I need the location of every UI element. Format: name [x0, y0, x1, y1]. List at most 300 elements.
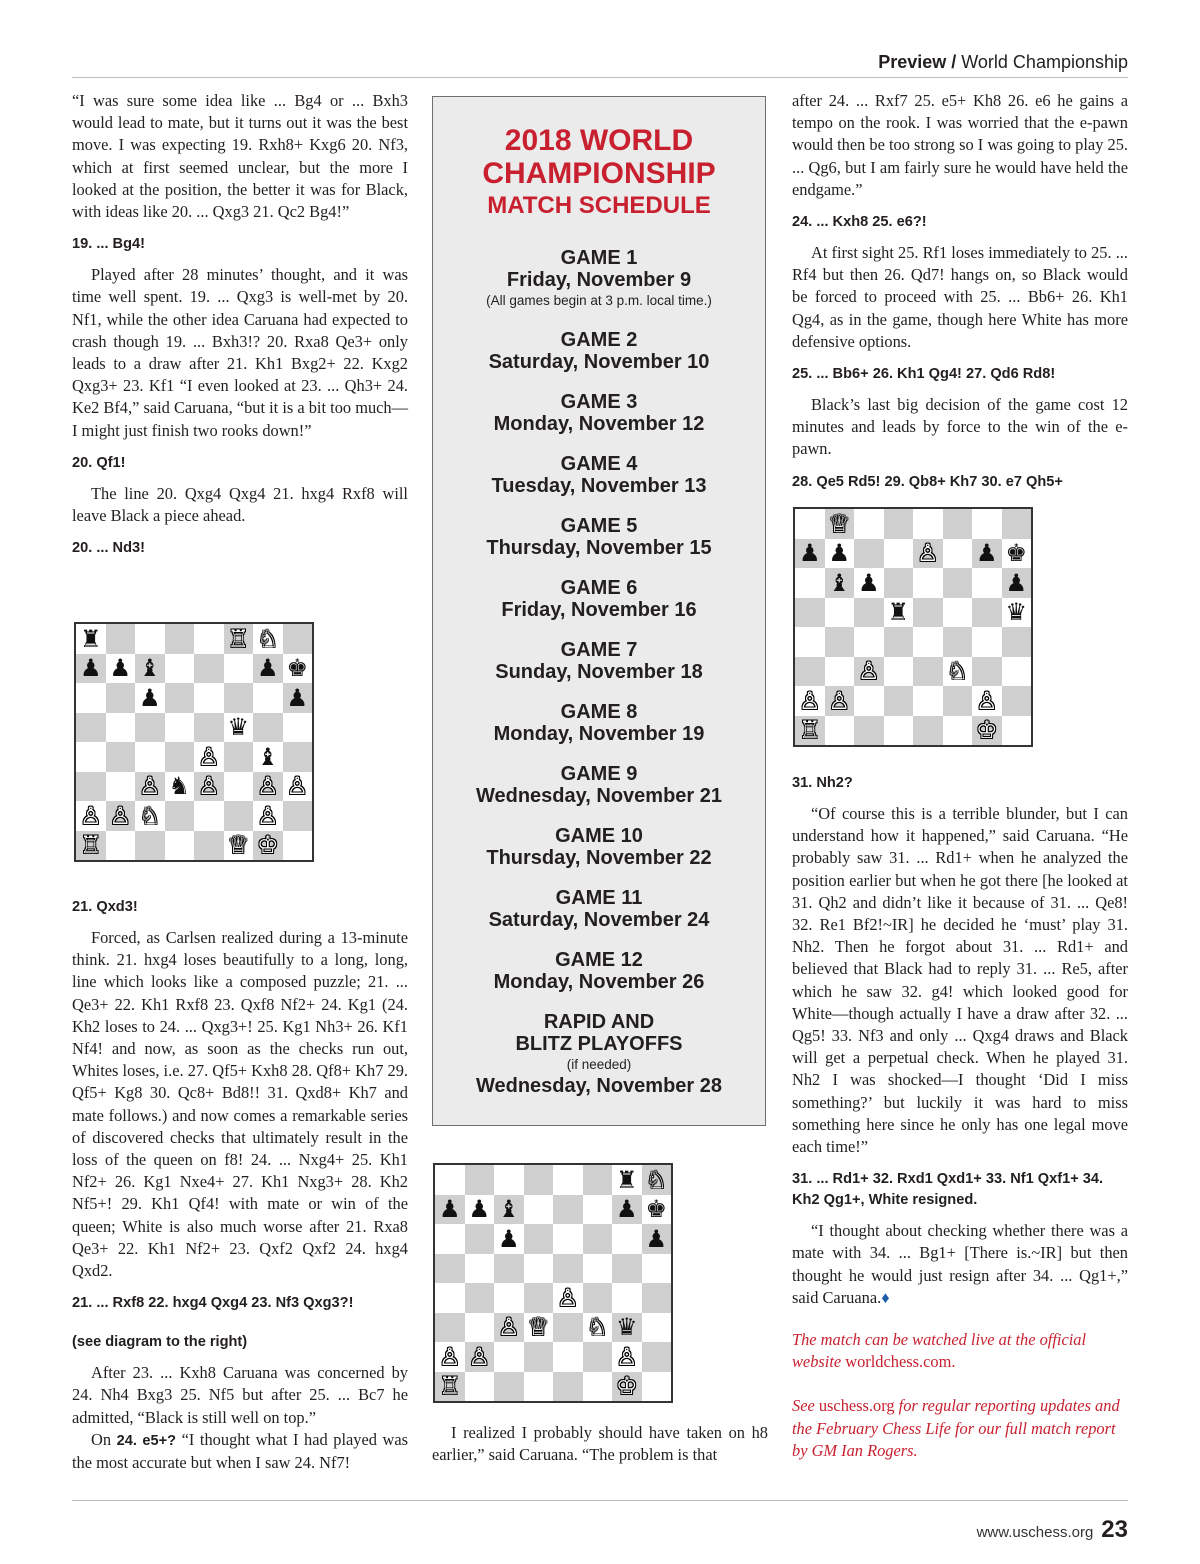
game-date: Saturday, November 24: [488, 909, 710, 931]
header-separator: /: [946, 52, 962, 72]
move-heading: 31. Nh2?: [792, 775, 853, 791]
white-pawn-icon: ♙: [256, 772, 279, 801]
match-schedule-box: [432, 96, 766, 1126]
white-queen-icon: ♕: [227, 831, 249, 860]
paragraph: After 23. ... Kxh8 Caruana was concerned by 24. Nh4 Bxg3 25. Nf5 but after 25. ... Bc7 he admitted, “Black is still well on top.”: [72, 1363, 408, 1427]
board-square: [76, 713, 106, 743]
game-date: Sunday, November 18: [495, 661, 703, 683]
diagram-reference: (see diagram to the right): [72, 1334, 248, 1351]
board-square: [972, 716, 1002, 746]
board-square: [854, 568, 884, 598]
board-square: [165, 772, 195, 802]
board-square: [165, 831, 195, 861]
board-square: [854, 686, 884, 716]
black-pawn-icon: ♟: [615, 1195, 638, 1224]
black-pawn-icon: ♟: [256, 654, 279, 683]
board-square: [194, 624, 224, 654]
paragraph: At first sight 25. Rf1 loses immediately to 25. ... Rf4 but then 26. Qd7! hangs on, so Black would be forced to proceed with 25. ... Bb6+ 26. Kh1 Qg4, as in the game, though here White has more defensive options.: [792, 243, 1128, 351]
game-entry: [433, 453, 765, 497]
board-square: [553, 1195, 583, 1225]
board-square: [435, 1342, 465, 1372]
black-bishop-icon: ♝: [138, 654, 161, 683]
board-square: [465, 1372, 495, 1402]
board-square: [825, 539, 855, 569]
game-label: GAME 7: [560, 639, 638, 661]
game-label: GAME 11: [555, 887, 643, 909]
board-square: [224, 772, 254, 802]
board-square: [642, 1195, 672, 1225]
board-square: [884, 598, 914, 628]
board-square: [106, 801, 136, 831]
board-square: [165, 801, 195, 831]
board-square: [524, 1313, 554, 1343]
board-square: [435, 1165, 465, 1195]
black-pawn-icon: ♟: [109, 654, 131, 683]
game-label: GAME 4: [560, 453, 638, 475]
white-knight-icon: ♘: [138, 801, 161, 830]
board-square: [612, 1342, 642, 1372]
paragraph-text: “I thought what I had played was the most accurate but when I saw 24. Nf7!: [72, 1429, 408, 1473]
white-pawn-icon: ♙: [916, 539, 939, 568]
footer-url: www.uschess.org: [976, 1524, 1094, 1541]
board-square: [106, 742, 136, 772]
board-square: [435, 1254, 465, 1284]
game-label: GAME 2: [560, 329, 638, 351]
column-3-top: [792, 90, 1128, 502]
board-square: [253, 624, 283, 654]
board-square: [253, 654, 283, 684]
game-date: Thursday, November 15: [486, 537, 712, 559]
board-square: [583, 1283, 613, 1313]
board-square: [943, 568, 973, 598]
move-heading: 20. Qf1!: [72, 454, 126, 471]
board-square: [884, 686, 914, 716]
game-date: Monday, November 12: [493, 413, 705, 435]
white-pawn-icon: ♙: [857, 657, 880, 686]
board-square: [972, 568, 1002, 598]
board-square: [224, 831, 254, 861]
black-bishop-icon: ♝: [256, 742, 279, 771]
board-square: [465, 1224, 495, 1254]
black-pawn-icon: ♟: [798, 539, 821, 568]
board-square: [524, 1195, 554, 1225]
move-heading: 19. ... Bg4!: [72, 236, 145, 253]
board-square: [165, 742, 195, 772]
move-heading: 24. ... Kxh8 25. e6?!: [792, 214, 927, 231]
white-pawn-icon: ♙: [138, 772, 161, 801]
board-square: [795, 568, 825, 598]
board-square: [494, 1313, 524, 1343]
board-square: [524, 1224, 554, 1254]
board-square: [253, 742, 283, 772]
white-queen-icon: ♕: [527, 1313, 549, 1342]
board-square: [135, 742, 165, 772]
game-entry: [433, 391, 765, 435]
board-square: [913, 716, 943, 746]
black-pawn-icon: ♟: [468, 1195, 490, 1224]
board-square: [224, 654, 254, 684]
page-number: 23: [1101, 1516, 1128, 1543]
board-square: [795, 539, 825, 569]
game-entry: [433, 515, 765, 559]
board-square: [435, 1372, 465, 1402]
board-square: [612, 1165, 642, 1195]
board-square: [943, 539, 973, 569]
white-king-icon: ♔: [256, 831, 279, 860]
board-square: [165, 683, 195, 713]
board-square: [854, 598, 884, 628]
black-bishop-icon: ♝: [828, 568, 850, 597]
board-square: [494, 1254, 524, 1284]
board-square: [283, 801, 313, 831]
note-text: for regular reporting updates and the February Chess Life for our full match report by GM Ian Rogers.: [792, 1396, 1120, 1460]
white-knight-icon: ♘: [645, 1165, 667, 1194]
black-bishop-icon: ♝: [497, 1195, 520, 1224]
board-square: [825, 627, 855, 657]
board-square: [884, 716, 914, 746]
board-square: [943, 657, 973, 687]
board-square: [135, 683, 165, 713]
board-square: [825, 686, 855, 716]
game-label: GAME 8: [560, 701, 638, 723]
board-square: [553, 1224, 583, 1254]
board-square: [913, 598, 943, 628]
board-square: [642, 1372, 672, 1402]
board-square: [972, 539, 1002, 569]
playoff-label-1: RAPID AND: [543, 1011, 655, 1033]
black-knight-icon: ♞: [168, 772, 190, 801]
white-knight-icon: ♘: [586, 1313, 608, 1342]
board-square: [612, 1254, 642, 1284]
black-pawn-icon: ♟: [79, 654, 102, 683]
schedule-title-line-2: CHAMPIONSHIP: [482, 157, 716, 190]
board-square: [642, 1342, 672, 1372]
board-square: [972, 627, 1002, 657]
move-heading: 20. ... Nd3!: [72, 540, 145, 557]
board-square: [465, 1195, 495, 1225]
board-square: [135, 624, 165, 654]
board-square: [972, 598, 1002, 628]
paragraph: I realized I probably should have taken on h8 earlier,” said Caruana. “The problem is that: [432, 1423, 768, 1465]
black-pawn-icon: ♟: [1005, 568, 1027, 597]
board-square: [583, 1224, 613, 1254]
paragraph: Played after 28 minutes’ thought, and it was time well spent. 19. ... Qxg3 is well-met by 20. Nf1, while the other idea Caruana had expected to crash though 19. ... Bxh3!? 20. Rxa8 Qe3+ only leads to a draw after 21. Kh1 Bxg2+ 22. Kxg2 Qxg3+ 23. Kf1 “I even looked at 23. ... Qh3+ 24. Ke2 Bf4,” said Caruana, “but it is a bit too much—I might just finish two rooks down!”: [72, 265, 408, 440]
move-heading: 28. Qe5 Rd5! 29. Qb8+ Kh7 30. e7 Qh5+: [792, 473, 1063, 490]
game-date: Saturday, November 10: [488, 351, 710, 373]
board-square: [553, 1254, 583, 1284]
black-king-icon: ♚: [645, 1195, 667, 1224]
board-square: [524, 1372, 554, 1402]
white-king-icon: ♔: [975, 716, 998, 745]
header-section: Preview: [878, 52, 947, 72]
board-square: [825, 716, 855, 746]
board-square: [583, 1165, 613, 1195]
board-square: [465, 1342, 495, 1372]
black-pawn-icon: ♟: [138, 683, 161, 712]
board-square: [642, 1313, 672, 1343]
board-square: [612, 1195, 642, 1225]
board-square: [253, 772, 283, 802]
white-pawn-icon: ♙: [286, 772, 308, 801]
board-square: [1002, 568, 1032, 598]
board-square: [583, 1313, 613, 1343]
white-rook-icon: ♖: [79, 831, 102, 860]
black-pawn-icon: ♟: [828, 539, 850, 568]
white-pawn-icon: ♙: [828, 686, 850, 715]
game-date: Friday, November 16: [501, 599, 697, 621]
board-square: [825, 568, 855, 598]
board-square: [106, 713, 136, 743]
board-square: [1002, 657, 1032, 687]
board-square: [1002, 539, 1032, 569]
board-square: [642, 1165, 672, 1195]
board-square: [194, 654, 224, 684]
board-square: [913, 568, 943, 598]
game-label: GAME 5: [560, 515, 638, 537]
white-pawn-icon: ♙: [197, 772, 220, 801]
game-entry: [433, 949, 765, 993]
column-3-bottom: [792, 762, 1128, 1462]
board-square: [795, 509, 825, 539]
chess-diagram: [793, 507, 1033, 747]
board-square: [913, 627, 943, 657]
black-queen-icon: ♛: [615, 1313, 638, 1342]
white-pawn-icon: ♙: [256, 801, 279, 830]
white-pawn-icon: ♙: [468, 1342, 490, 1371]
board-square: [283, 624, 313, 654]
move-heading: 21. ... Rxf8 22. hxg4 Qxg4 23. Nf3 Qxg3?!: [72, 1295, 354, 1312]
game-date: Thursday, November 22: [486, 847, 712, 869]
white-pawn-icon: ♙: [497, 1313, 520, 1342]
board-square: [494, 1195, 524, 1225]
board-square: [435, 1224, 465, 1254]
white-rook-icon: ♖: [438, 1372, 461, 1401]
board-square: [972, 686, 1002, 716]
black-pawn-icon: ♟: [497, 1224, 520, 1253]
board-square: [106, 683, 136, 713]
paragraph: [792, 1220, 1128, 1309]
column-2-text: [432, 1422, 768, 1466]
board-square: [524, 1283, 554, 1313]
schedule-subtitle: MATCH SCHEDULE: [487, 192, 711, 219]
white-pawn-icon: ♙: [615, 1342, 638, 1371]
board-square: [884, 627, 914, 657]
game-date: Tuesday, November 13: [491, 475, 707, 497]
board-square: [76, 742, 106, 772]
board-square: [854, 539, 884, 569]
board-square: [943, 627, 973, 657]
board-square: [253, 683, 283, 713]
board-square: [194, 713, 224, 743]
page-footer: [977, 1516, 1128, 1544]
board-square: [224, 713, 254, 743]
board-square: [884, 509, 914, 539]
board-square: [194, 772, 224, 802]
board-square: [224, 683, 254, 713]
board-square: [795, 657, 825, 687]
game-time-note: (All games begin at 3 p.m. local time.): [486, 293, 712, 308]
board-square: [76, 624, 106, 654]
board-square: [76, 772, 106, 802]
game-entry: [433, 247, 765, 311]
board-square: [612, 1372, 642, 1402]
board-square: [884, 539, 914, 569]
white-pawn-icon: ♙: [109, 801, 131, 830]
board-square: [972, 657, 1002, 687]
footer-rule: [72, 1500, 1128, 1501]
game-entry: [433, 329, 765, 373]
board-square: [642, 1254, 672, 1284]
white-king-icon: ♔: [615, 1372, 638, 1401]
board-square: [494, 1165, 524, 1195]
white-queen-icon: ♕: [828, 509, 850, 538]
board-square: [435, 1313, 465, 1343]
board-square: [76, 801, 106, 831]
board-square: [825, 657, 855, 687]
white-pawn-icon: ♙: [438, 1342, 461, 1371]
board-square: [1002, 598, 1032, 628]
board-square: [76, 654, 106, 684]
black-pawn-icon: ♟: [975, 539, 998, 568]
paragraph: Forced, as Carlsen realized during a 13-minute think. 21. hxg4 loses beautifully to a long, long, line which looks like a composed puzzle; 21. ... Qe3+ 22. Kh1 Rxf8 23. Qxf8 Nf2+ 24. Kg1 (24. Kh2 loses to 24. ... Qxg3+! 25. Kg1 Nh3+ 26. Kf1 Nf4! and now, as soon as the checks run out, Whites loses, i.e. 27. Qf5+ Kxh8 28. Qf8+ Kh7 29. Qf5+ Kg8 30. Qc8+ Bd8!! 31. Qxd8+ Kh7 and mate follows.) and now comes a remarkable series of discovered checks that ultimately result in the loss of the queen on f8! 24. ... Nxg4+ 25. Kh1 Nf2+ 26. Kg1 Nxe4+ 27. Kh1 Nxg3+ 28. Kh2 Nf5+! 29. Kh1 Qf4! with mate or win of the queen; White is also much worse after 21. Rxa8 Qe3+ 22. Kh1 Nf2+ 23. Qxf2 Qxf2 24. hxg4 Qxd2.: [72, 928, 408, 1281]
board-square: [253, 713, 283, 743]
board-square: [106, 624, 136, 654]
board-square: [106, 831, 136, 861]
board-square: [583, 1195, 613, 1225]
board-square: [795, 627, 825, 657]
white-pawn-icon: ♙: [79, 801, 102, 830]
board-square: [494, 1372, 524, 1402]
white-rook-icon: ♖: [798, 716, 821, 745]
game-entry: [433, 577, 765, 621]
game-date: Wednesday, November 21: [475, 785, 723, 807]
board-square: [135, 772, 165, 802]
board-square: [165, 713, 195, 743]
board-square: [884, 568, 914, 598]
game-label: GAME 9: [560, 763, 638, 785]
board-square: [943, 716, 973, 746]
note-text: The match can be watched live at the official website: [792, 1330, 1087, 1372]
white-pawn-icon: ♙: [197, 742, 220, 771]
game-label: GAME 3: [560, 391, 638, 413]
board-square: [165, 624, 195, 654]
paragraph-text: On: [91, 1429, 117, 1449]
move-heading: 21. Qxd3!: [72, 899, 138, 915]
board-square: [224, 624, 254, 654]
chess-diagram: [433, 1163, 673, 1403]
board-square: [854, 716, 884, 746]
note-paragraph: [792, 1329, 1128, 1373]
game-label: GAME 10: [555, 825, 643, 847]
board-square: [524, 1342, 554, 1372]
white-pawn-icon: ♙: [798, 686, 821, 715]
white-knight-icon: ♘: [946, 657, 968, 686]
board-square: [283, 713, 313, 743]
board-square: [825, 598, 855, 628]
board-square: [553, 1283, 583, 1313]
board-square: [913, 539, 943, 569]
board-square: [283, 683, 313, 713]
game-date: Monday, November 19: [493, 723, 705, 745]
game-label: GAME 1: [560, 247, 638, 269]
playoff-entry: [433, 1011, 765, 1097]
column-1-bottom: [72, 886, 408, 1474]
note-text: See: [792, 1396, 819, 1416]
board-square: [913, 657, 943, 687]
website-link[interactable]: worldchess.com.: [845, 1352, 956, 1372]
game-entry: [433, 887, 765, 931]
black-queen-icon: ♛: [1005, 598, 1027, 627]
playoff-label-2: BLITZ PLAYOFFS: [515, 1033, 683, 1055]
board-square: [435, 1195, 465, 1225]
board-square: [283, 742, 313, 772]
board-square: [465, 1283, 495, 1313]
board-square: [194, 683, 224, 713]
board-square: [253, 801, 283, 831]
board-square: [135, 713, 165, 743]
board-square: [583, 1254, 613, 1284]
game-date: Friday, November 9: [506, 269, 692, 291]
game-date: Monday, November 26: [493, 971, 705, 993]
uschess-link[interactable]: uschess.org: [818, 1396, 895, 1416]
board-square: [253, 831, 283, 861]
board-square: [1002, 716, 1032, 746]
game-label: GAME 6: [560, 577, 638, 599]
board-square: [135, 801, 165, 831]
game-label: GAME 12: [555, 949, 643, 971]
board-square: [642, 1283, 672, 1313]
board-square: [612, 1283, 642, 1313]
black-queen-icon: ♛: [227, 713, 249, 742]
board-square: [465, 1165, 495, 1195]
board-square: [553, 1372, 583, 1402]
board-square: [553, 1165, 583, 1195]
board-square: [642, 1224, 672, 1254]
running-header: [878, 52, 1128, 73]
board-square: [612, 1224, 642, 1254]
white-pawn-icon: ♙: [975, 686, 998, 715]
paragraph: “Of course this is a terrible blunder, but I can understand how it happened,” said Caruana. “He probably saw 31. ... Rd1+ when he analyzed the position earlier but when he got there [he looked at 31. Qh2 and didn’t like it because of 31. ... Qe8! 32. Re1 Bf2!~IR] he decided he ‘must’ play 31. Nh2. Then he forgot about 31. ... Rd1+ and believed that Black had to reply 31. ... Re5, after which he saw 32. g4! which looked good for White—though actually I have a draw after 32. ... Qg5! 33. Nf3 and only ... Qxg4 draws and Black will get a perpetual check. When he played 31. Nh2 I was shocked—I thought ‘Did I miss something?’ but luckily it was hard to miss something here since he only has one legal move each time!”: [792, 804, 1128, 1157]
board-square: [465, 1313, 495, 1343]
black-pawn-icon: ♟: [438, 1195, 461, 1224]
board-square: [943, 509, 973, 539]
board-square: [1002, 509, 1032, 539]
board-square: [494, 1342, 524, 1372]
board-square: [943, 598, 973, 628]
board-square: [913, 686, 943, 716]
paragraph-text: “I thought about checking whether there was a mate with 34. ... Bg1+ [There is.~IR] but then thought he would just resign after 34. ... Qg1+,” said Caruana.: [792, 1221, 1128, 1307]
board-square: [553, 1342, 583, 1372]
move-heading: 31. ... Rd1+ 32. Rxd1 Qxd1+ 33. Nf1 Qxf1+ 34. Kh2 Qg1+, White resigned.: [792, 1171, 1104, 1209]
playoff-note: (if needed): [566, 1057, 632, 1072]
board-square: [224, 801, 254, 831]
board-square: [106, 772, 136, 802]
board-square: [494, 1224, 524, 1254]
board-square: [194, 742, 224, 772]
board-square: [194, 831, 224, 861]
header-rule: [72, 77, 1128, 78]
white-knight-icon: ♘: [256, 624, 279, 653]
board-square: [76, 683, 106, 713]
board-square: [972, 509, 1002, 539]
board-square: [913, 509, 943, 539]
board-square: [1002, 627, 1032, 657]
black-king-icon: ♚: [286, 654, 308, 683]
board-square: [76, 831, 106, 861]
move-heading: 25. ... Bb6+ 26. Kh1 Qg4! 27. Qd6 Rd8!: [792, 366, 1056, 383]
board-square: [135, 831, 165, 861]
game-entry: [433, 763, 765, 807]
